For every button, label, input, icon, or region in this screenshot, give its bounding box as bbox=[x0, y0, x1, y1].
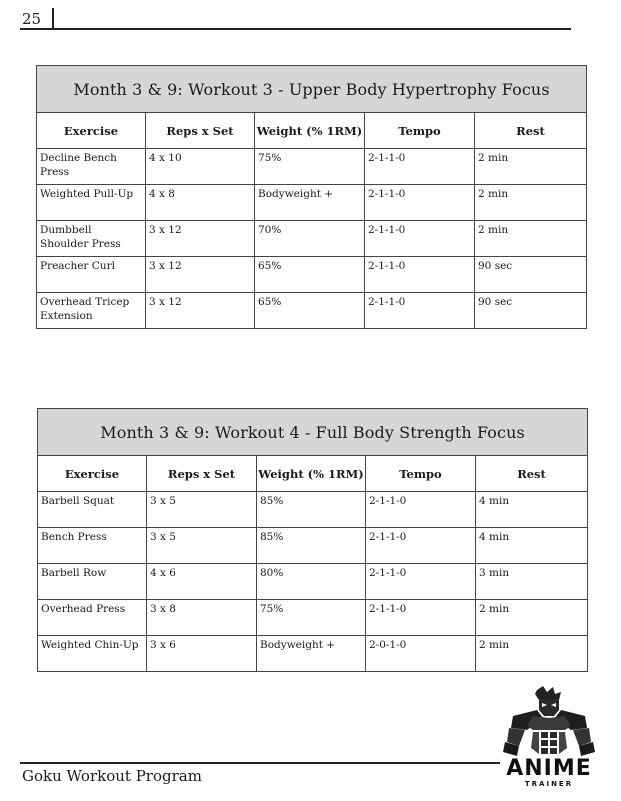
reps-cell: 3 x 5 bbox=[147, 492, 257, 528]
column-header-exercise: Exercise bbox=[37, 113, 146, 149]
rest-cell: 2 min bbox=[475, 221, 587, 257]
tempo-cell: 2-1-1-0 bbox=[366, 492, 476, 528]
table-row bbox=[37, 149, 587, 185]
column-header-rest: Rest bbox=[475, 113, 587, 149]
weight-cell: 80% bbox=[257, 564, 366, 600]
exercise-cell: Weighted Pull-Up bbox=[37, 185, 146, 221]
weight-cell: 75% bbox=[255, 149, 365, 185]
table-body bbox=[38, 492, 588, 672]
tempo-cell: 2-1-1-0 bbox=[365, 257, 475, 293]
reps-cell: 3 x 12 bbox=[146, 257, 255, 293]
page-number: 25 bbox=[22, 10, 42, 28]
column-header-rest: Rest bbox=[476, 456, 588, 492]
header-rule bbox=[20, 28, 571, 30]
reps-cell: 3 x 6 bbox=[147, 636, 257, 672]
tempo-cell: 2-1-1-0 bbox=[366, 600, 476, 636]
exercise-cell: Dumbbell Shoulder Press bbox=[37, 221, 146, 257]
tempo-cell: 2-1-1-0 bbox=[365, 149, 475, 185]
weight-cell: Bodyweight + bbox=[257, 636, 366, 672]
rest-cell: 2 min bbox=[475, 149, 587, 185]
rest-cell: 2 min bbox=[476, 600, 588, 636]
exercise-cell: Bench Press bbox=[38, 528, 147, 564]
table-row bbox=[37, 185, 587, 221]
rest-cell: 90 sec bbox=[475, 293, 587, 329]
table-row bbox=[37, 221, 587, 257]
rest-cell: 4 min bbox=[476, 492, 588, 528]
column-header-reps: Reps x Set bbox=[146, 113, 255, 149]
exercise-cell: Barbell Row bbox=[38, 564, 147, 600]
table-row bbox=[38, 600, 588, 636]
column-header-weight: Weight (% 1RM) bbox=[257, 456, 366, 492]
tempo-cell: 2-1-1-0 bbox=[365, 221, 475, 257]
header-divider-tick bbox=[52, 8, 54, 30]
exercise-cell: Barbell Squat bbox=[38, 492, 147, 528]
table-row bbox=[38, 564, 588, 600]
column-header-weight: Weight (% 1RM) bbox=[255, 113, 365, 149]
rest-cell: 3 min bbox=[476, 564, 588, 600]
table-row bbox=[38, 492, 588, 528]
exercise-cell: Weighted Chin-Up bbox=[38, 636, 147, 672]
footer-rule bbox=[20, 762, 500, 764]
anime-trainer-logo bbox=[497, 686, 601, 792]
weight-cell: 85% bbox=[257, 492, 366, 528]
workout-table bbox=[37, 408, 588, 672]
reps-cell: 3 x 5 bbox=[147, 528, 257, 564]
reps-cell: 3 x 8 bbox=[147, 600, 257, 636]
table-body bbox=[37, 149, 587, 329]
footer-title: Goku Workout Program bbox=[22, 767, 202, 785]
logo-subtitle: TRAINER bbox=[524, 780, 574, 788]
exercise-cell: Overhead Tricep Extension bbox=[37, 293, 146, 329]
tempo-cell: 2-1-1-0 bbox=[366, 528, 476, 564]
weight-cell: 75% bbox=[257, 600, 366, 636]
column-header-tempo: Tempo bbox=[365, 113, 475, 149]
column-header-exercise: Exercise bbox=[38, 456, 147, 492]
reps-cell: 3 x 12 bbox=[146, 221, 255, 257]
tempo-cell: 2-1-1-0 bbox=[365, 185, 475, 221]
workout-table bbox=[36, 65, 587, 329]
exercise-cell: Preacher Curl bbox=[37, 257, 146, 293]
exercise-cell: Decline Bench Press bbox=[37, 149, 146, 185]
rest-cell: 2 min bbox=[475, 185, 587, 221]
column-header-tempo: Tempo bbox=[366, 456, 476, 492]
table-title: Month 3 & 9: Workout 4 - Full Body Strength Focus bbox=[38, 409, 588, 456]
table-title: Month 3 & 9: Workout 3 - Upper Body Hypertrophy Focus bbox=[37, 66, 587, 113]
rest-cell: 2 min bbox=[476, 636, 588, 672]
table-row bbox=[38, 528, 588, 564]
logo-wordmark: ANIME bbox=[506, 756, 592, 781]
weight-cell: 70% bbox=[255, 221, 365, 257]
weight-cell: 85% bbox=[257, 528, 366, 564]
tempo-cell: 2-1-1-0 bbox=[366, 564, 476, 600]
exercise-cell: Overhead Press bbox=[38, 600, 147, 636]
table-row bbox=[38, 636, 588, 672]
rest-cell: 90 sec bbox=[475, 257, 587, 293]
rest-cell: 4 min bbox=[476, 528, 588, 564]
weight-cell: 65% bbox=[255, 293, 365, 329]
reps-cell: 3 x 12 bbox=[146, 293, 255, 329]
weight-cell: 65% bbox=[255, 257, 365, 293]
column-header-reps: Reps x Set bbox=[147, 456, 257, 492]
table-row bbox=[37, 293, 587, 329]
muscular-figure-icon bbox=[497, 686, 601, 758]
reps-cell: 4 x 6 bbox=[147, 564, 257, 600]
reps-cell: 4 x 10 bbox=[146, 149, 255, 185]
table-row bbox=[37, 257, 587, 293]
tempo-cell: 2-1-1-0 bbox=[365, 293, 475, 329]
weight-cell: Bodyweight + bbox=[255, 185, 365, 221]
tempo-cell: 2-0-1-0 bbox=[366, 636, 476, 672]
reps-cell: 4 x 8 bbox=[146, 185, 255, 221]
